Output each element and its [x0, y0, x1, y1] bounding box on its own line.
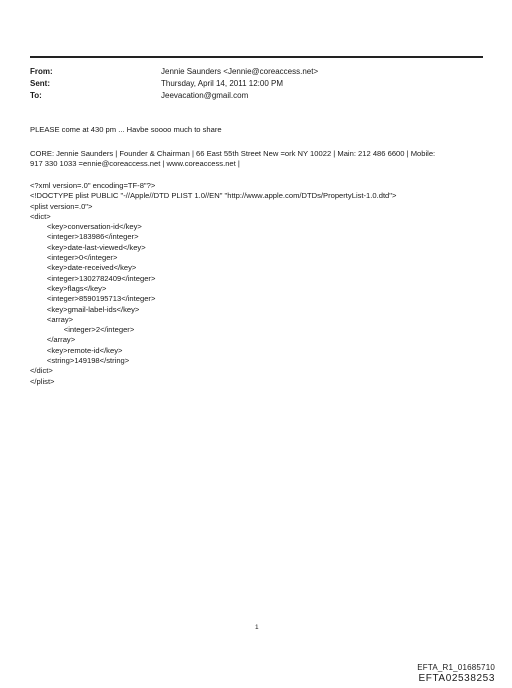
plist-line: <string>149198</string> [30, 356, 130, 366]
plist-line: <!DOCTYPE plist PUBLIC "-//Apple//DTD PLIST 1.0//EN" "http://www.apple.com/DTDs/PropertyList-1.0.dtd"> [30, 191, 397, 201]
plist-line: <integer>0</integer> [30, 253, 118, 263]
plist-line: <array> [30, 314, 74, 324]
plist-line: <plist version=.0"> [30, 201, 93, 211]
plist-line: <key>flags</key> [30, 283, 107, 293]
plist-line: <key>conversation-id</key> [30, 222, 142, 232]
to-label: To: [30, 91, 42, 100]
plist-line: <key>date-received</key> [30, 263, 137, 273]
signature-line-1: CORE: Jennie Saunders | Founder & Chairman | 66 East 55th Street New =ork NY 10022 | Main: 212 486 6600 | Mobile: [30, 149, 436, 158]
page-number: 1 [255, 624, 259, 631]
bates-stamp-primary: EFTA_R1_01685710 [417, 663, 495, 672]
plist-line: <key>date-last-viewed</key> [30, 242, 146, 252]
to-value: Jeevacation@gmail.com [161, 91, 249, 100]
plist-line: <dict> [30, 211, 51, 221]
sent-label: Sent: [30, 79, 50, 88]
plist-line: <integer>1302782409</integer> [30, 273, 156, 283]
plist-line: <integer>2</integer> [30, 325, 135, 335]
plist-line: </dict> [30, 366, 53, 376]
from-value: Jennie Saunders <Jennie@coreaccess.net> [161, 67, 319, 76]
plist-line: </plist> [30, 376, 55, 386]
plist-block [30, 181, 396, 387]
plist-line: <?xml version=.0" encoding=TF-8"?> [30, 181, 156, 190]
bates-stamp-secondary: EFTA02538253 [418, 673, 495, 684]
plist-line: <key>gmail-label-ids</key> [30, 304, 140, 314]
signature-line-2: 917 330 1033 =ennie@coreaccess.net | www.coreaccess.net | [30, 159, 240, 168]
sent-value: Thursday, April 14, 2011 12:00 PM [161, 79, 283, 88]
plist-line: </array> [30, 335, 76, 345]
email-body: PLEASE come at 430 pm ... Havbe soooo much to share [30, 125, 222, 134]
plist-line: <integer>183986</integer> [30, 232, 139, 242]
plist-line: <integer>8590195713</integer> [30, 294, 156, 304]
from-label: From: [30, 67, 53, 76]
header-divider [30, 56, 483, 58]
plist-line: <key>remote-id</key> [30, 345, 123, 355]
